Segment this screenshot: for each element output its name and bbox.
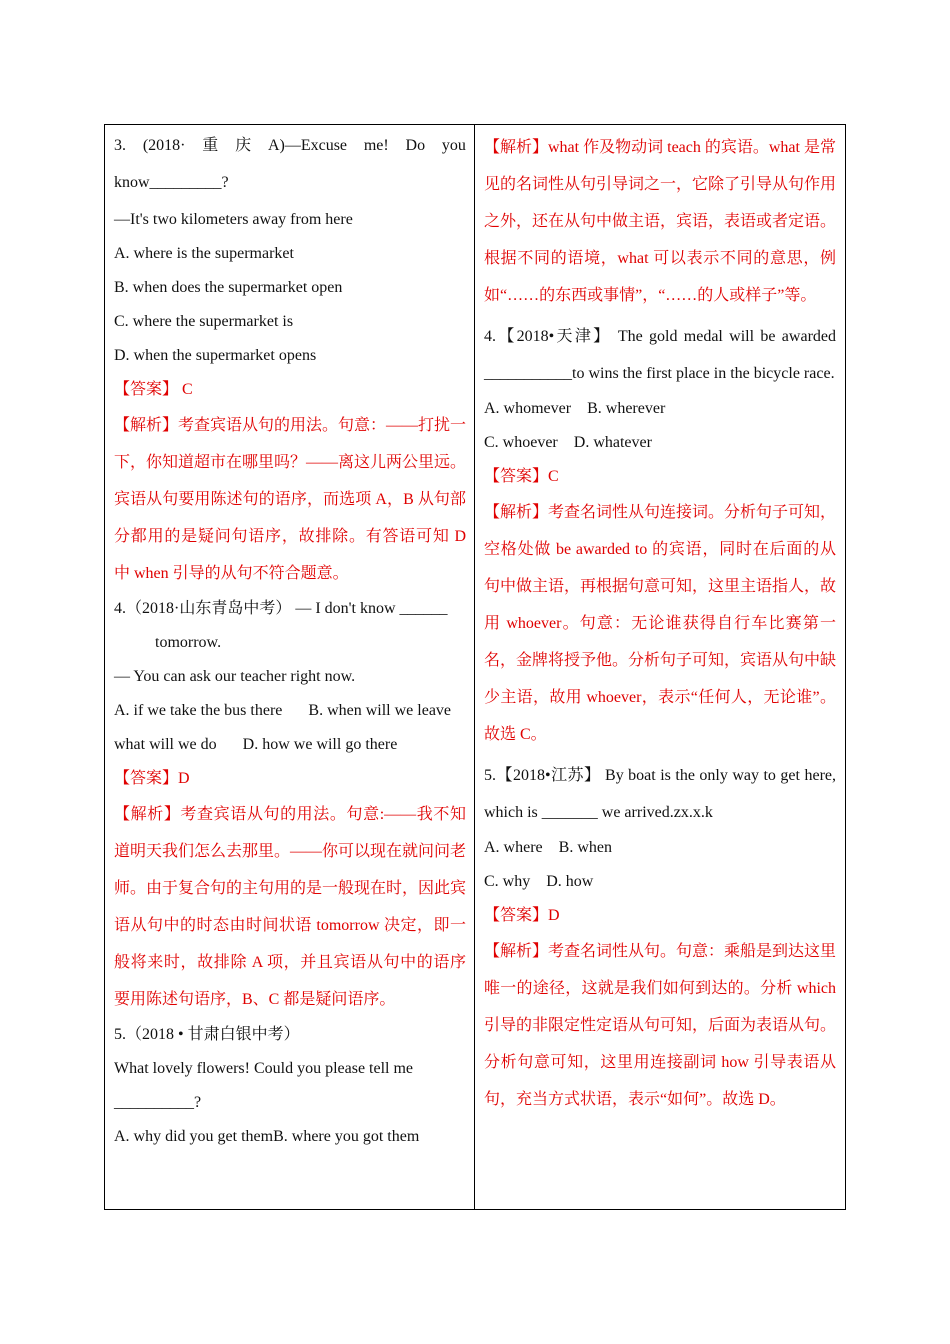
q4-answer: 【答案】D bbox=[114, 770, 190, 787]
q4-options-ab bbox=[114, 694, 466, 728]
q3-answer: 【答案】 C bbox=[114, 381, 193, 398]
left-column bbox=[105, 125, 475, 1209]
q4-option-c: what will we do bbox=[114, 736, 217, 753]
r-q4-stem: 4.【2018•天津】 The gold medal will be awarded ___________to wins the first place in the bicycle race. bbox=[484, 328, 836, 382]
question-table bbox=[104, 124, 846, 1210]
r-q5-analysis: 【解析】考查名词性从句。句意：乘船是到达这里唯一的途径，这就是我们如何到达的。分析 which 引导的非限定性定语从句可知，后面为表语从句。分析句意可知，这里用连接副词 how 引导表语从句，充当方式状语，表示“如何”。故选 D。 bbox=[484, 943, 837, 1108]
q4-stem: 4.（2018·山东青岛中考） — I don't know ______ bbox=[114, 600, 448, 617]
r-q5-options-cd: C. why D. how bbox=[484, 873, 594, 890]
q3-option-b: B. when does the supermarket open bbox=[114, 279, 343, 296]
r-q5-answer: 【答案】D bbox=[484, 907, 560, 924]
q3-stem-line: 3. (2018· 重 庆 A)—Excuse me! Do you bbox=[114, 137, 466, 154]
q4-option-d: D. how we will go there bbox=[242, 736, 398, 753]
q5-stem: 5.（2018 • 甘肃白银中考） bbox=[114, 1026, 300, 1043]
q3-option-d: D. when the supermarket opens bbox=[114, 347, 317, 364]
r-q5-options-ab: A. where B. when bbox=[484, 839, 612, 856]
q4-dialog: — You can ask our teacher right now. bbox=[114, 668, 356, 685]
q5-options: A. why did you get themB. where you got them bbox=[114, 1128, 420, 1145]
q5-line1: What lovely flowers! Could you please tell me bbox=[114, 1060, 414, 1077]
q5-line2: __________? bbox=[114, 1094, 202, 1111]
r-q4-analysis: 【解析】考查名词性从句连接词。分析句子可知，空格处做 be awarded to 的宾语，同时在后面的从句中做主语，再根据句意可知，这里主语指人，故用 whoever。句意：无论谁获得自行车比赛第一名，金牌将授予他。分析句子可知，宾语从句中缺少主语，故用 whoever，表示“任何人，无论谁”。故选 C。 bbox=[484, 504, 837, 743]
r-q4-options-cd: C. whoever D. whatever bbox=[484, 434, 652, 451]
right-column bbox=[475, 125, 845, 1209]
q4-stem-line2: tomorrow. bbox=[155, 634, 222, 651]
q3-stem-line2: know_________? bbox=[114, 174, 229, 191]
q3-option-a: A. where is the supermarket bbox=[114, 245, 294, 262]
q4-option-a: A. if we take the bus there bbox=[114, 702, 283, 719]
q3-dialog: —It's two kilometers away from here bbox=[114, 211, 353, 228]
r-q5-stem: 5.【2018•江苏】 By boat is the only way to get here, which is _______ we arrived.zx.x.k bbox=[484, 767, 836, 821]
what-analysis: 【解析】what 作及物动词 teach 的宾语。what 是常见的名词性从句引导词之一，它除了引导从句作用之外，还在从句中做主语，宾语，表语或者定语。根据不同的语境，what 可以表示不同的意思，例如“……的东西或事情”，“……的人或样子”等。 bbox=[484, 139, 837, 304]
q3-analysis: 【解析】考查宾语从句的用法。句意：——打扰一下，你知道超市在哪里吗？——离这儿两公里远。宾语从句要用陈述句的语序，而选项 A，B 从句部分都用的是疑问句语序，故排除。有答语可知 D 中 when 引导的从句不符合题意。 bbox=[114, 417, 467, 582]
r-q4-answer: 【答案】C bbox=[484, 468, 559, 485]
q3-option-c: C. where the supermarket is bbox=[114, 313, 294, 330]
q4-option-b: B. when will we leave bbox=[308, 702, 452, 719]
q4-options-cd bbox=[114, 728, 466, 762]
r-q4-options-ab: A. whomever B. wherever bbox=[484, 400, 666, 417]
q4-analysis: 【解析】考查宾语从句的用法。句意:——我不知道明天我们怎么去那里。——你可以现在就问问老师。由于复合句的主句用的是一般现在时，因此宾语从句中的时态由时间状语 tomorrow 决定，即一般将来时，故排除 A 项，并且宾语从句中的语序要用陈述句语序，B、C 都是疑问语序。 bbox=[114, 806, 467, 1008]
